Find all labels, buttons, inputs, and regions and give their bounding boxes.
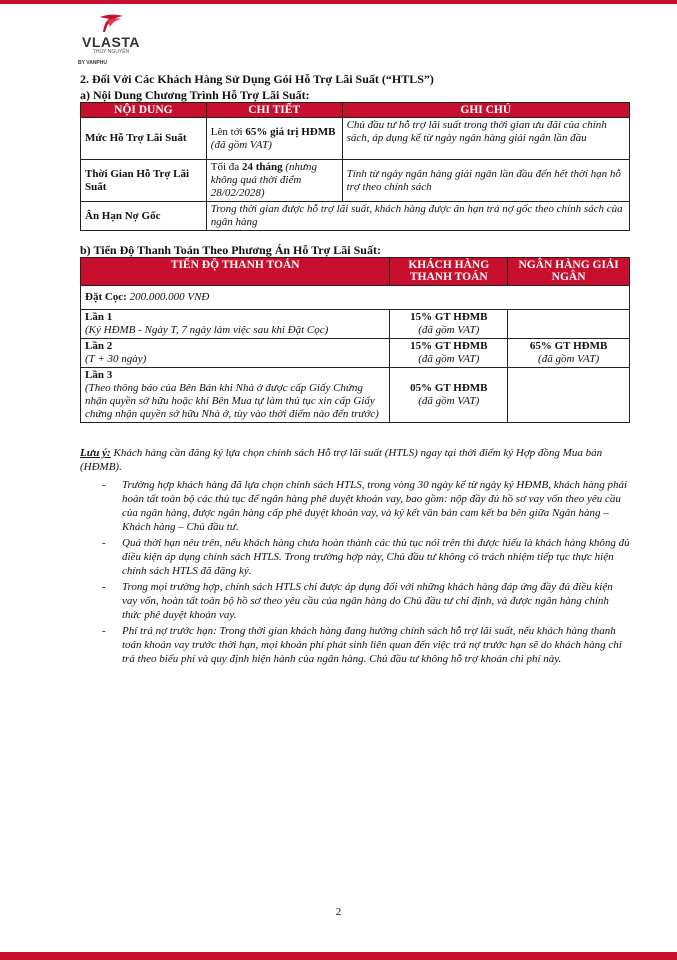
bullet-dash: -	[102, 537, 106, 549]
logo-by-line: BY VANPHU	[78, 60, 107, 66]
interest-support-table	[80, 102, 630, 231]
bank-note: (đã gồm VAT)	[538, 353, 600, 365]
logo-ribbon-icon	[98, 14, 124, 34]
row-content	[81, 118, 207, 160]
header-content: NỘI DUNG	[81, 103, 207, 118]
detail-post: (đã gồm VAT)	[210, 138, 272, 151]
bank-amount: 65% GT HĐMB	[529, 340, 608, 352]
part-b-title: b) Tiến Độ Thanh Toán Theo Phương Án Hỗ Trợ Lãi Suất:	[80, 243, 381, 257]
detail-bold: 24 tháng	[241, 161, 283, 173]
content-label: Thời Gian Hỗ Trợ Lãi Suất	[85, 167, 190, 193]
deposit-cell	[81, 286, 630, 310]
table-header-row	[81, 258, 630, 286]
list-item	[80, 624, 630, 666]
customer-cell	[390, 310, 508, 339]
installment-cell	[81, 368, 390, 423]
table-row	[81, 339, 630, 368]
logo-subtitle: THỦY NGUYÊN	[92, 49, 130, 55]
installment-cell	[81, 310, 390, 339]
detail-pre: Tối đa	[210, 161, 242, 173]
note-label: Lưu ý:	[80, 447, 111, 459]
installment-desc: (Theo thông báo của Bên Bán khi Nhà ở được cấp Giấy Chứng nhận quyền sở hữu hoặc khi Bên Mua tự làm thủ tục xin cấp Giấy chứng nhận quyền sở hữu Nhà ở, tùy vào thời điểm nào đến trước)	[85, 382, 379, 420]
row-detail	[206, 118, 342, 160]
header-bank: NGÂN HÀNG GIẢI NGÂN	[508, 258, 630, 286]
logo-wordmark: VLASTA	[82, 34, 140, 50]
section-2-title: 2. Đối Với Các Khách Hàng Sử Dụng Gói Hỗ Trợ Lãi Suất (“HTLS”)	[80, 72, 434, 86]
customer-amount: 05% GT HĐMB	[410, 382, 488, 394]
deposit-label: Đặt Cọc:	[85, 291, 130, 303]
deposit-value: 200.000.000 VNĐ	[129, 291, 210, 303]
customer-note: (đã gồm VAT)	[418, 395, 480, 407]
list-item	[80, 478, 630, 534]
customer-amount: 15% GT HĐMB	[410, 340, 488, 352]
installment-desc: (T + 30 ngày)	[85, 353, 147, 365]
payment-schedule-table	[80, 257, 630, 423]
content-label: Mức Hỗ Trợ Lãi Suất	[85, 132, 187, 144]
table-row	[81, 118, 630, 160]
detail-pre: Lên tới	[210, 125, 246, 138]
part-a-title: a) Nội Dung Chương Trình Hỗ Trợ Lãi Suất:	[80, 88, 310, 102]
top-red-bar	[0, 0, 677, 4]
row-content: Ân Hạn Nợ Gốc	[81, 202, 207, 231]
detail-post: (nhưng không quá thời điểm 28/02/2028)	[210, 161, 318, 199]
installment-title: Lần 3	[85, 369, 113, 381]
row-note: Chủ đầu tư hỗ trợ lãi suất trong thời gian ưu đãi của chính sách, áp dụng kể từ ngày ngân hàng giải ngân lần đầu	[342, 118, 629, 160]
installment-title: Lần 1	[85, 311, 113, 323]
bullet-dash: -	[102, 625, 106, 637]
bullet-dash: -	[102, 581, 106, 593]
row-note: Tính từ ngày ngân hàng giải ngân lần đầu đến hết thời hạn hỗ trợ theo chính sách	[342, 160, 629, 202]
bank-cell	[508, 368, 630, 423]
header-note: GHI CHÚ	[342, 103, 629, 118]
list-item	[80, 580, 630, 622]
header-progress: TIẾN ĐỘ THANH TOÁN	[81, 258, 390, 286]
note-text: Khách hàng cần đăng ký lựa chọn chính sách Hỗ trợ lãi suất (HTLS) ngay tại thời điểm ký Hợp đồng Mua bán (HĐMB).	[80, 447, 603, 473]
vlasta-logo	[76, 14, 156, 66]
customer-cell	[390, 368, 508, 423]
bullet-text: Trong mọi trường hợp, chính sách HTLS chỉ được áp dụng đối với những khách hàng đáp ứng đầy đủ điều kiện vay vốn, hoàn tất toàn bộ hồ sơ theo yêu cầu của ngân hàng do Chủ đầu tư chỉ định, và được ngân hàng chính thức phê duyệt khoản vay.	[122, 581, 613, 621]
bullet-text: Quá thời hạn nêu trên, nếu khách hàng chưa hoàn thành các thủ tục nói trên thì được hiểu là khách hàng không đủ điều kiện áp dụng chính sách HTLS. Trong trường hợp này, Chủ đầu tư không có trách nhiệm tiếp tục thực hiện chính sách HTLS đã đăng ký.	[122, 537, 630, 577]
header-customer: KHÁCH HÀNG THANH TOÁN	[390, 258, 508, 286]
detail-bold: 65% giá trị HĐMB	[245, 125, 336, 138]
customer-note: (đã gồm VAT)	[418, 353, 480, 365]
installment-cell	[81, 339, 390, 368]
installment-desc: (Ký HĐMB - Ngày T, 7 ngày làm việc sau khi Đặt Cọc)	[85, 324, 329, 336]
note-bullet-list	[80, 478, 630, 668]
note-paragraph	[80, 446, 630, 474]
table-row	[81, 160, 630, 202]
table-row	[81, 202, 630, 231]
row-detail	[206, 160, 342, 202]
table-row	[81, 368, 630, 423]
bullet-dash: -	[102, 479, 106, 491]
customer-note: (đã gồm VAT)	[418, 324, 480, 336]
customer-amount: 15% GT HĐMB	[410, 311, 488, 323]
table-header-row	[81, 103, 630, 118]
page-number: 2	[335, 906, 342, 918]
header-detail: CHI TIẾT	[206, 103, 342, 118]
bullet-text: Trường hợp khách hàng đã lựa chọn chính sách HTLS, trong vòng 30 ngày kể từ ngày ký HĐMB, khách hàng phải hoàn tất toàn bộ các thủ tục để ngân hàng phê duyệt khoản vay, bao gồm: nộp đầy đủ hồ sơ vay vốn theo yêu cầu của ngân hàng, được ngân hàng cấp phê duyệt khoản vay, và ký kết văn bản cam kết ba bên giữa Ngân hàng – Khách hàng – Chủ đầu tư.	[122, 479, 628, 533]
row-detail-merged: Trong thời gian được hỗ trợ lãi suất, khách hàng được ân hạn trả nợ gốc theo chính sách của ngân hàng	[206, 202, 629, 231]
deposit-row	[81, 286, 630, 310]
bank-cell	[508, 339, 630, 368]
bank-cell	[508, 310, 630, 339]
table-row	[81, 310, 630, 339]
installment-title: Lần 2	[85, 340, 113, 352]
bottom-red-bar	[0, 952, 677, 960]
bullet-text: Phí trả nợ trước hạn: Trong thời gian khách hàng đang hưởng chính sách hỗ trợ lãi suất, nếu khách hàng thanh toán khoản vay trước thời hạn, mọi khoản phí phát sinh liên quan đến việc trả nợ trước hạn sẽ do khách hàng chi trả theo biểu phí và quy định hiện hành của ngân hàng. Chủ đầu tư không hỗ trợ khoản chi phí này.	[122, 625, 622, 665]
customer-cell	[390, 339, 508, 368]
row-content	[81, 160, 207, 202]
list-item	[80, 536, 630, 578]
